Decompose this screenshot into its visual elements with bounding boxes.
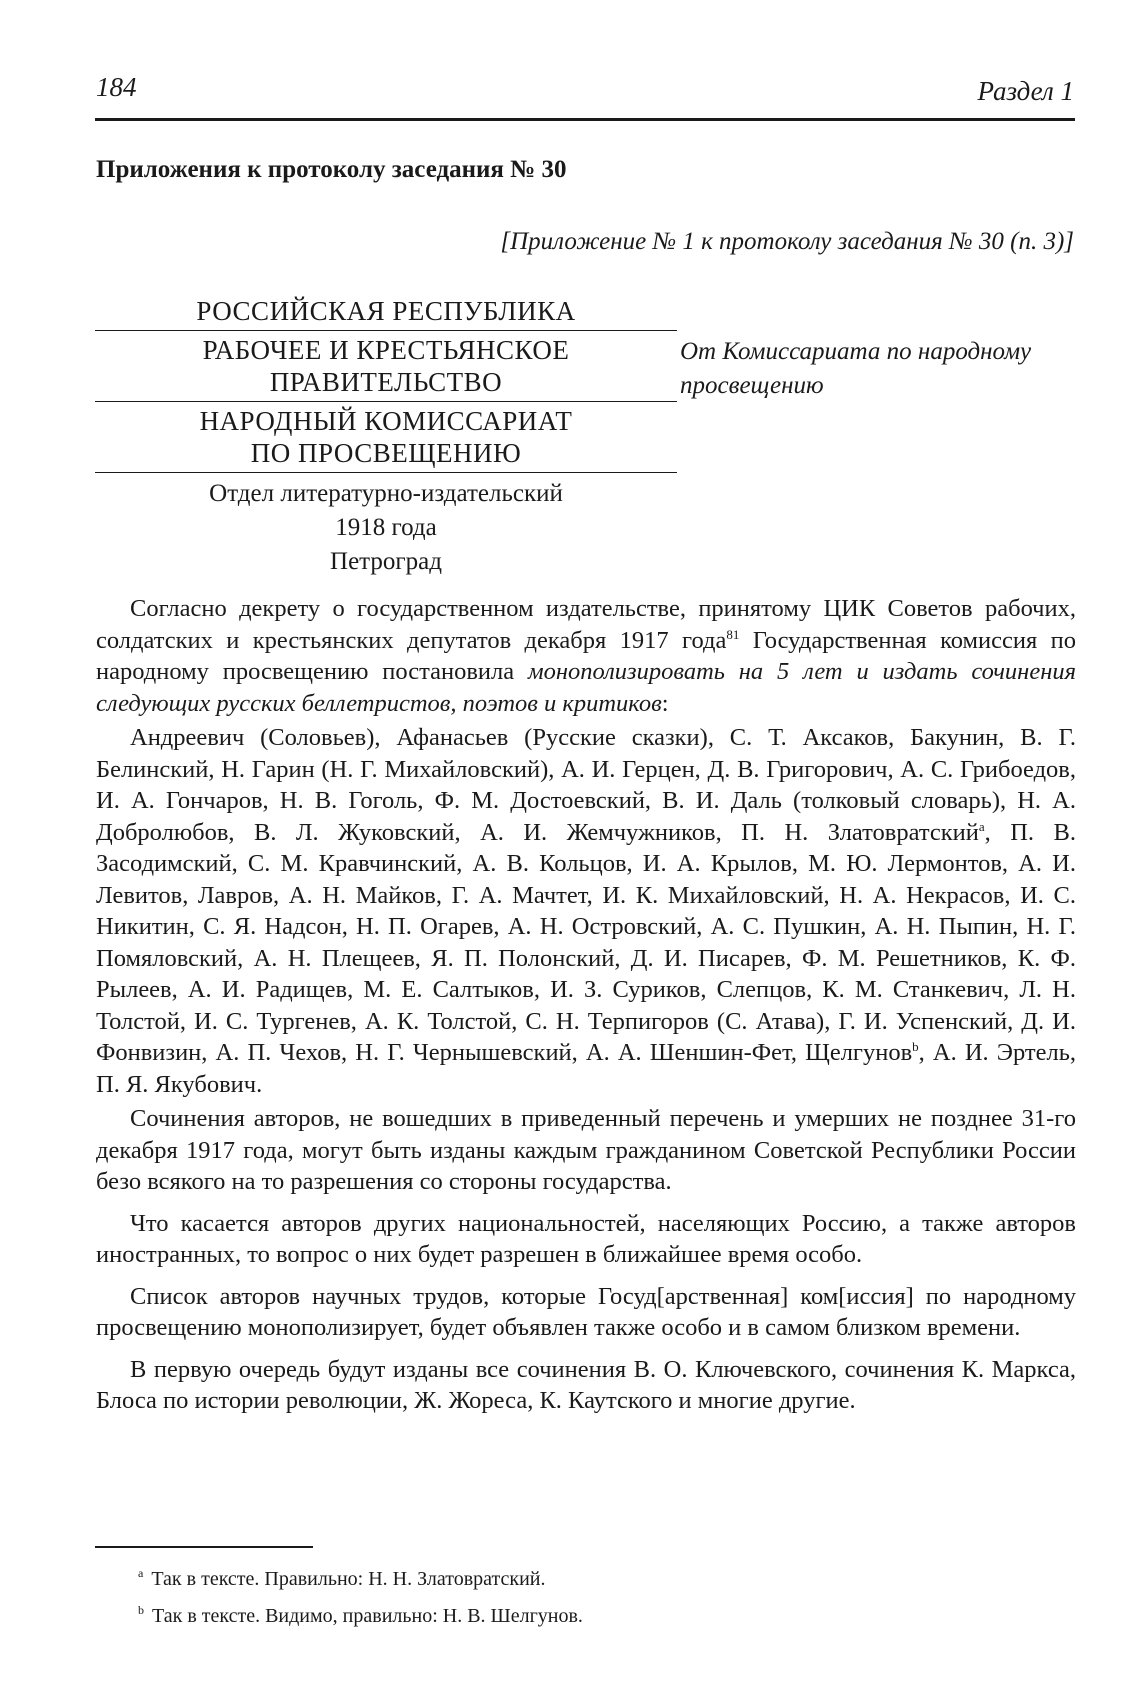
paragraph-scientific: Список авторов научных трудов, которые Госуд[арственная] ком[иссия] по народному просвещению монополизирует, будет объявлен также особо и в самом близком времени. [96,1282,1076,1341]
header-rule [95,118,1075,121]
letterhead-government-line1: РАБОЧЕЕ И КРЕСТЬЯНСКОЕ [202,335,570,365]
letterhead [95,292,677,579]
page-number: 184 [96,72,137,102]
appendix-title: Приложения к протоколу заседания № 30 [96,156,567,183]
paragraph-author-list: Андреевич (Соловьев), Афанасьев (Русские сказки), С. Т. Аксаков, Бакунин, В. Г. Белинский, Н. Гарин (Н. Г. Михайловский), А. И. Герцен, Д. В. Григорович, А. С. Грибоедов, И. А. Гончаров, Н. В. Гоголь, Ф. М. Достоевский, В. И. Даль (толковый словарь), Н. А. Добролюбов, В. Л. Жуковский, А. И. Жемчужников, П. Н. Златовратский$^a$, П. В. Засодимский, С. М. Кравчинский, А. В. Кольцов, И. А. Крылов, М. Ю. Лермонтов, А. И. Левитов, Лавров, А. Н. Майков, Г. А. Мачтет, И. К. Михайловский, Н. А. Некрасов, И. С. Никитин, С. Я. Надсон, Н. П. Огарев, А. Н. Островский, А. С. Пушкин, А. Н. Пыпин, Н. Г. Помяловский, А. Н. Плещеев, Я. П. Полонский, Д. И. Писарев, Ф. М. Решетников, К. Ф. Рылеев, А. И. Радищев, М. Е. Салтыков, И. З. Суриков, Слепцов, К. М. Станкевич, Л. Н. Толстой, И. С. Тургенев, А. К. Толстой, С. Н. Терпигоров (С. Атава), Г. И. Успенский, Д. И. Фонвизин, А. П. Чехов, Н. Г. Чернышевский, А. А. Шеншин-Фет, Щелгунов$^b$, А. И. Эртель, П. Я. Якубович. [96,724,1076,1098]
document-body [96,593,1076,1420]
footnote-ref-a: a [978,818,985,834]
paragraph-first-priority: В первую очередь будут изданы все сочинения В. О. Ключевского, сочинения К. Маркса, Блоса по истории революции, Ж. Жореса, К. Каутского и многие другие. [96,1355,1076,1414]
emphasis-monopolize: монополизировать на 5 лет и издать сочинения следующих русских беллетристов, поэтов и критиков [96,658,1076,717]
from-commissariat: От Комиссариата по народному просвещению [680,338,1032,399]
letterhead-commissariat-line1: НАРОДНЫЙ КОМИССАРИАТ [199,406,573,436]
footnote-b: $^b$ Так в тексте. Видимо, правильно: Н. В. Шелгунов. [138,1603,583,1627]
letterhead-government-line2: ПРАВИТЕЛЬСТВО [269,367,503,397]
letterhead-government [95,331,677,402]
footnote-ref-b: b [912,1038,919,1054]
paragraph-decree: Согласно декрету о государственном издательстве, принятому ЦИК Советов рабочих, солдатских и крестьянских депутатов декабря 1917 года$^{81}$ Государственная комиссия по народному просвещению постановила монополизировать на 5 лет и издать сочинения следующих русских беллетристов, поэтов и критиков: [96,595,1076,717]
footnote-ref-81: 81 [726,626,740,642]
appendix-note: [Приложение № 1 к протоколу заседания № 30 (п. 3)] [500,228,1074,255]
footnote-rule [95,1546,313,1548]
letterhead-commissariat-line2: ПО ПРОСВЕЩЕНИЮ [250,438,522,468]
paragraph-nationalities: Что касается авторов других национальностей, населяющих Россию, а также авторов иностранных, то вопрос о них будет разрешен в ближайшее время особо. [96,1209,1076,1268]
running-header-section: Раздел 1 [977,76,1074,106]
letterhead-city: Петроград [330,548,442,575]
letterhead-year: 1918 года [335,514,437,541]
letterhead-department: Отдел литературно-издательский [209,480,563,507]
letterhead-commissariat [95,402,677,473]
paragraph-other-authors: Сочинения авторов, не вошедших в приведенный перечень и умерших не позднее 31-го декабря 1917 года, могут быть изданы каждым гражданином Советской Республики России безо всякого на то разрешения со стороны государства. [96,1105,1076,1195]
letterhead-republic: РОССИЙСКАЯ РЕСПУБЛИКА [95,292,677,331]
footnote-a: $^a$ Так в тексте. Правильно: Н. Н. Златовратский. [138,1566,546,1590]
